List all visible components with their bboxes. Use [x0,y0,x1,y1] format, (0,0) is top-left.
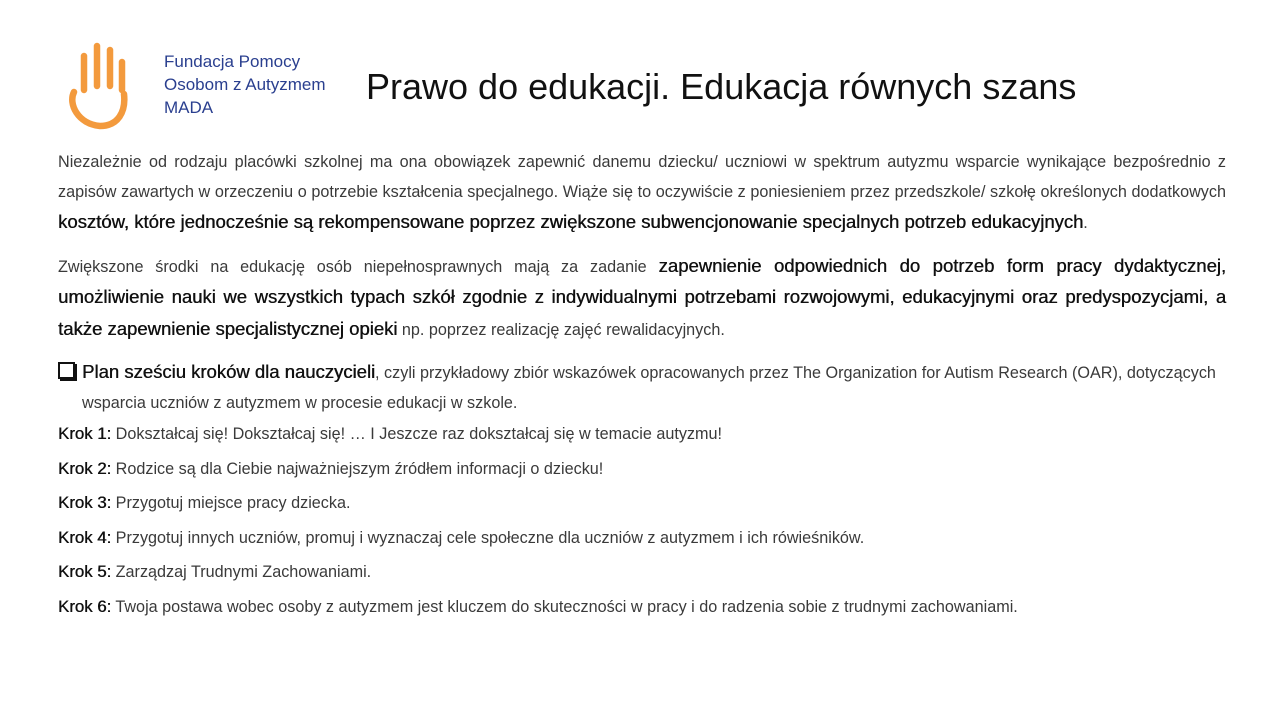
step-item [58,560,1226,584]
paragraph-funding [58,148,1226,239]
logo-line: Fundacja Pomocy [164,52,301,71]
step-item [58,526,1226,550]
slide-content [58,148,1226,629]
step-item [58,422,1226,446]
step-text: Twoja postawa wobec osoby z autyzmem jest kluczem do skuteczności w pracy i do radzenia sobie z trudnymi zachowaniami. [111,597,1018,616]
step-text: Zarządzaj Trudnymi Zachowaniami. [111,563,372,581]
paragraph-tail: np. poprzez realizację zajęć rewalidacyjnych. [397,320,725,339]
plan-text: , czyli przykładowy zbiór wskazówek opracowanych przez The Organization for Autism Research (OAR), dotyczących wsparcia uczniów z autyzmem w procesie edukacji w szkole. [82,364,1216,412]
step-label: Krok 2: [58,458,112,478]
step-item [58,491,1226,515]
logo-text [164,50,326,119]
plan-title: Plan sześciu kroków dla nauczycieli [82,361,376,382]
step-text: Dokształcaj się! Dokształcaj się! … I Jeszcze raz dokształcaj się w temacie autyzmu! [111,425,723,443]
logo-line: MADA [164,98,214,117]
paragraph-text: Zwiększone środki na edukację osób niepełnosprawnych mają za zadanie [58,257,659,276]
step-text: Przygotuj miejsce pracy dziecka. [111,494,351,512]
step-label: Krok 3: [58,493,112,512]
foundation-logo [66,42,356,132]
paragraph-resources [58,251,1226,346]
step-label: Krok 6: [58,596,112,616]
paragraph-text: Niezależnie od rodzaju placówki szkolnej ma ona obowiązek zapewnić danemu dziecku/ uczniowi w spektrum autyzmu wsparcie wynikające bezpośrednio z zapisów zawartych w orzeczeniu o potrzebie kształcenia specjalnego. Wiąże się to oczywiście z poniesieniem przez przedszkole/ szkołę określonych dodatkowych [58,153,1226,201]
page-title: Prawo do edukacji. Edukacja równych szans [366,66,1077,107]
paragraph-emphasis: zapewnienie odpowiednich do potrzeb form pracy dydaktycznej, umożliwienie nauki we wszystkich typach szkół zgodnie z indywidualnymi potrzebami rozwojowymi, edukacyjnymi oraz predyspozycjami, a także zapewnienie specjalistycznej opieki [58,254,1226,339]
logo-line: Osobom z Autyzmem [164,75,326,94]
paragraph-tail: . [1083,214,1088,232]
hand-icon [66,42,136,132]
step-text: Rodzice są dla Ciebie najważniejszym źródłem informacji o dziecku! [111,459,604,478]
checkbox-bullet-icon [58,362,75,379]
step-item [58,595,1226,619]
steps-list [58,422,1226,619]
step-item [58,457,1226,481]
step-text: Przygotuj innych uczniów, promuj i wyznaczaj cele społeczne dla uczniów z autyzmem i ich rówieśników. [111,528,865,547]
step-label: Krok 4: [58,527,112,547]
step-label: Krok 5: [58,562,112,581]
step-label: Krok 1: [58,424,112,443]
paragraph-emphasis: kosztów, które jednocześnie są rekompensowane poprzez zwiększone subwencjonowanie specjalnych potrzeb edukacyjnych [58,211,1084,232]
plan-bullet [58,357,1226,418]
